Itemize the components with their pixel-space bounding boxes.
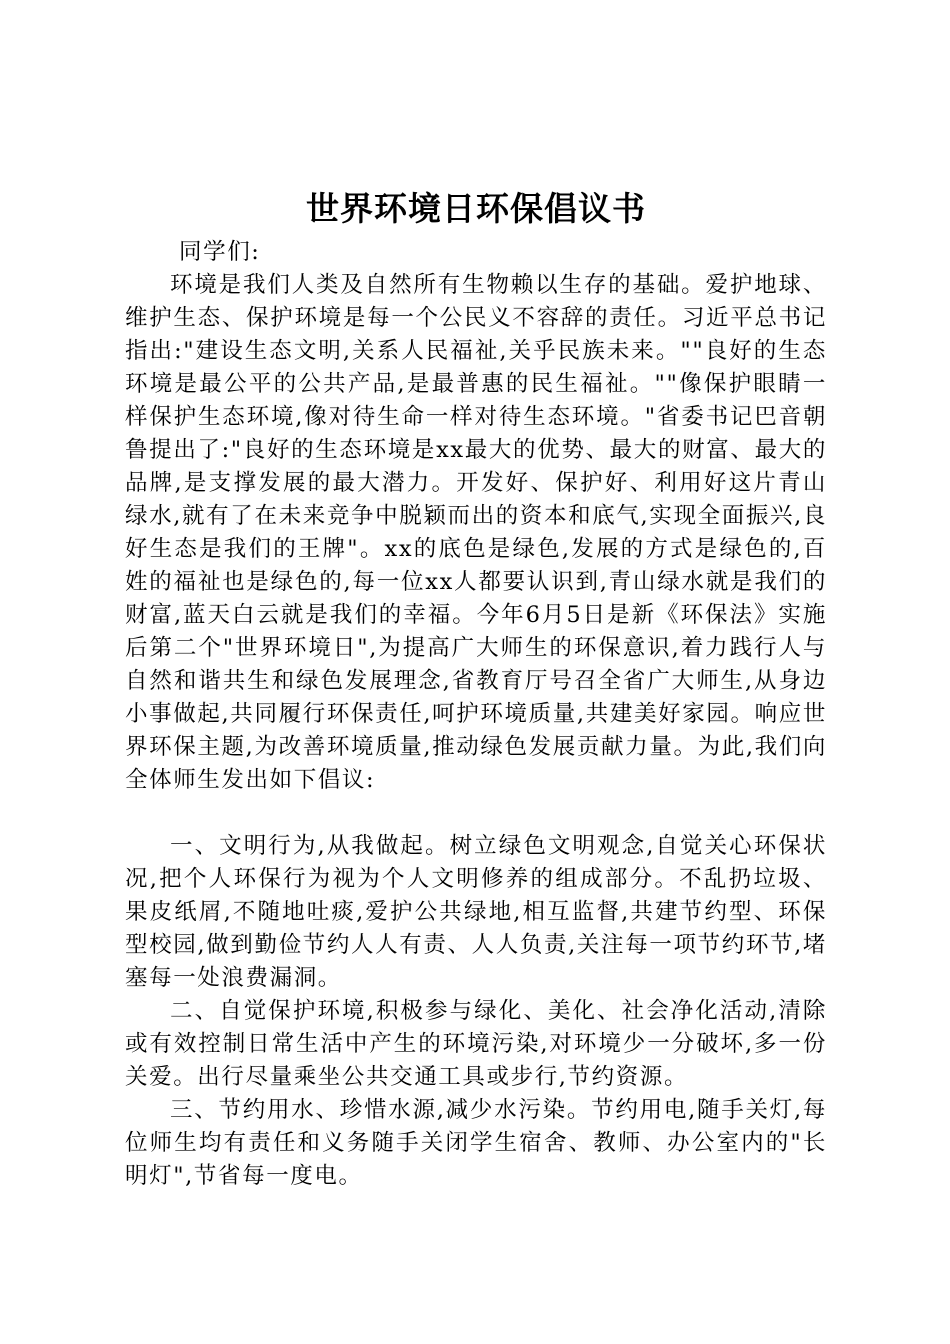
paragraph-proposal-3: 三、节约用水、珍惜水源,减少水污染。节约用电,随手关灯,每位师生均有责任和义务随手关闭学生宿舍、教师、办公室内的"长明灯",节省每一度电。 [125,1097,827,1189]
salutation: 同学们: [179,239,261,265]
paragraph-proposal-1: 一、文明行为,从我做起。树立绿色文明观念,自觉关心环保状况,把个人环保行为视为个人文明修养的组成部分。不乱扔垃圾、果皮纸屑,不随地吐痰,爱护公共绿地,相互监督,共建节约型、环保型校园,做到勤俭节约人人有责、人人负责,关注每一项节约环节,堵塞每一处浪费漏洞。 [125,833,827,991]
document-title: 世界环境日环保倡议书 [306,189,646,228]
document-body [125,182,827,1193]
paragraph-proposal-2: 二、自觉保护环境,积极参与绿化、美化、社会净化活动,清除或有效控制日常生活中产生的环境污染,对环境少一分破坏,多一份关爱。出行尽量乘坐公共交通工具或步行,节约资源。 [125,998,827,1090]
paragraph-intro: 环境是我们人类及自然所有生物赖以生存的基础。爱护地球、维护生态、保护环境是每一个公民义不容辞的责任。习近平总书记指出:"建设生态文明,关系人民福祉,关乎民族未来。""良好的生态环境是最公平的公共产品,是最普惠的民生福祉。""像保护眼睛一样保护生态环境,像对待生命一样对待生态环境。"省委书记巴音朝鲁提出了:"良好的生态环境是xx最大的优势、最大的财富、最大的品牌,是支撑发展的最大潜力。开发好、保护好、利用好这片青山绿水,就有了在未来竞争中脱颖而出的资本和底气,实现全面振兴,良好生态是我们的王牌"。xx的底色是绿色,发展的方式是绿色的,百姓的福祉也是绿色的,每一位xx人都要认识到,青山绿水就是我们的财富,蓝天白云就是我们的幸福。今年6月5日是新《环保法》实施后第二个"世界环境日",为提高广大师生的环保意识,着力践行人与自然和谐共生和绿色发展理念,省教育厅号召全省广大师生,从身边小事做起,共同履行环保责任,呵护环境质量,共建美好家园。响应世界环保主题,为改善环境质量,推动绿色发展贡献力量。为此,我们向全体师生发出如下倡议: [125,272,827,793]
paragraph-spacer [125,797,827,830]
